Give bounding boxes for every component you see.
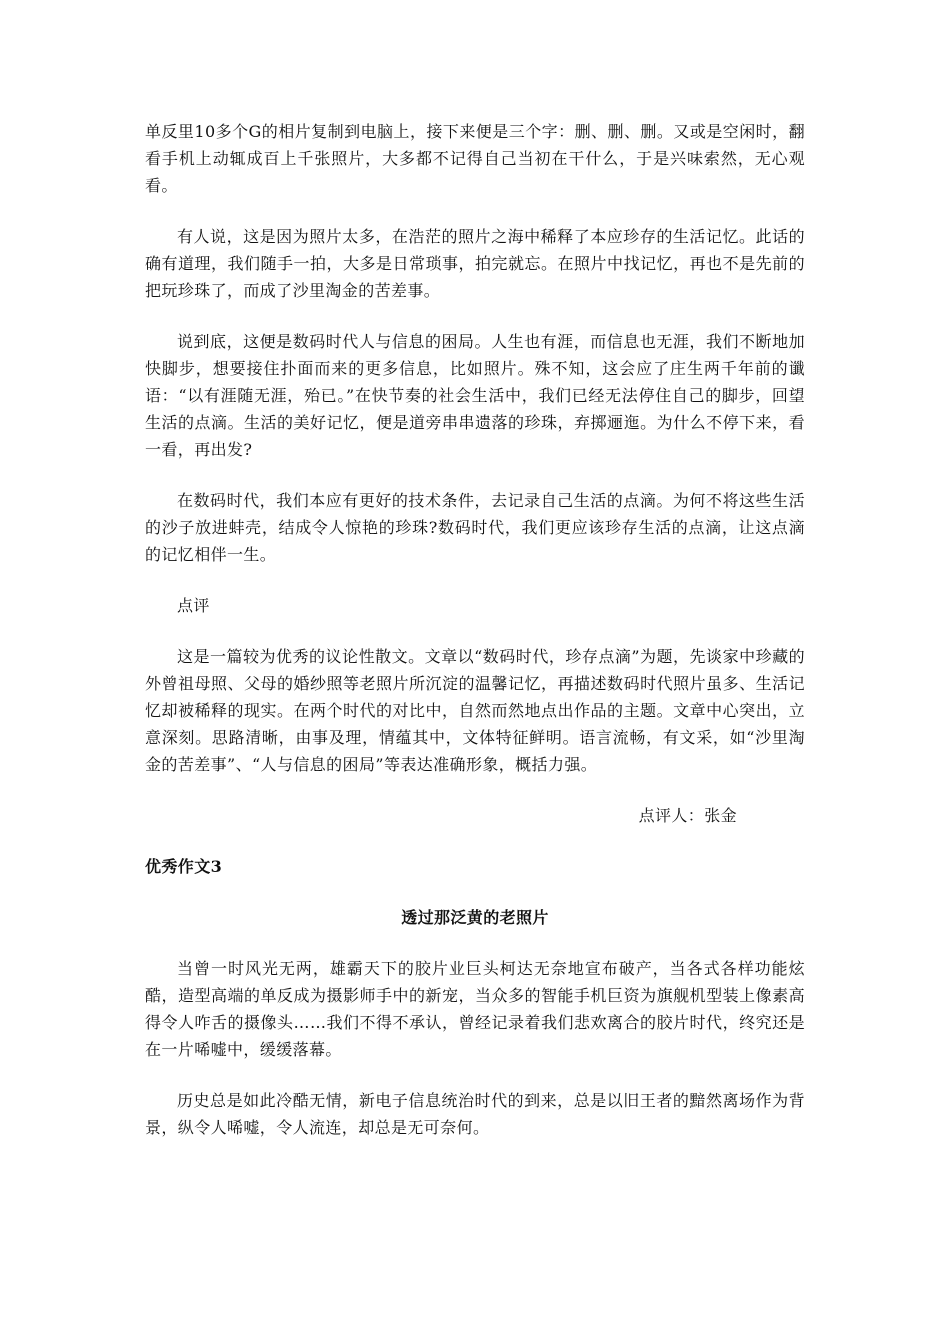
body-paragraph-1: 单反里10多个G的相片复制到电脑上，接下来便是三个字：删、删、删。又或是空闲时，翻看手机上动辄成百上千张照片，大多都不记得自己当初在干什么，于是兴味索然，无心观看。 [145,122,805,195]
review-label: 点评 [177,596,210,615]
section-heading: 优秀作文3 [145,857,223,876]
body-paragraph-4: 在数码时代，我们本应有更好的技术条件，去记录自己生活的点滴。为何不将这些生活的沙子放进蚌壳，结成令人惊艳的珍珠?数码时代，我们更应该珍存生活的点滴，让这点滴的记忆相伴一生。 [145,491,805,564]
body-paragraph-2: 有人说，这是因为照片太多，在浩茫的照片之海中稀释了本应珍存的生活记忆。此话的确有道理，我们随手一拍，大多是日常琐事，拍完就忘。在照片中找记忆，再也不是先前的把玩珍珠了，而成了沙里淘金的苦差事。 [145,227,805,300]
document-page [145,118,805,1165]
essay-paragraph-1: 当曾一时风光无两，雄霸天下的胶片业巨头柯达无奈地宣布破产，当各式各样功能炫酷，造型高端的单反成为摄影师手中的新宠，当众多的智能手机巨资为旗舰机型装上像素高得令人咋舌的摄像头……我们不得不承认，曾经记录着我们悲欢离合的胶片时代，终究还是在一片唏嘘中，缓缓落幕。 [145,959,805,1059]
essay-title: 透过那泛黄的老照片 [401,908,549,927]
review-paragraph: 这是一篇较为优秀的议论性散文。文章以“数码时代，珍存点滴”为题，先谈家中珍藏的外曾祖母照、父母的婚纱照等老照片所沉淀的温馨记忆，再描述数码时代照片虽多、生活记忆却被稀释的现实。在两个时代的对比中，自然而然地点出作品的主题。文章中心突出，立意深刻。思路清晰，由事及理，情蕴其中，文体特征鲜明。语言流畅，有文采，如“沙里淘金的苦差事”、“人与信息的困局”等表达准确形象，概括力强。 [145,647,805,774]
reviewer-signature: 点评人：张金 [638,806,737,825]
essay-paragraph-2: 历史总是如此冷酷无情，新电子信息统治时代的到来，总是以旧王者的黯然离场作为背景，纵令人唏嘘，令人流连，却总是无可奈何。 [145,1091,805,1137]
body-paragraph-3: 说到底，这便是数码时代人与信息的困局。人生也有涯，而信息也无涯，我们不断地加快脚步，想要接住扑面而来的更多信息，比如照片。殊不知，这会应了庄生两千年前的谶语：“以有涯随无涯，殆已。”在快节奏的社会生活中，我们已经无法停住自己的脚步，回望生活的点滴。生活的美好记忆，便是道旁串串遗落的珍珠，弃掷逦迤。为什么不停下来，看一看，再出发? [145,332,805,459]
